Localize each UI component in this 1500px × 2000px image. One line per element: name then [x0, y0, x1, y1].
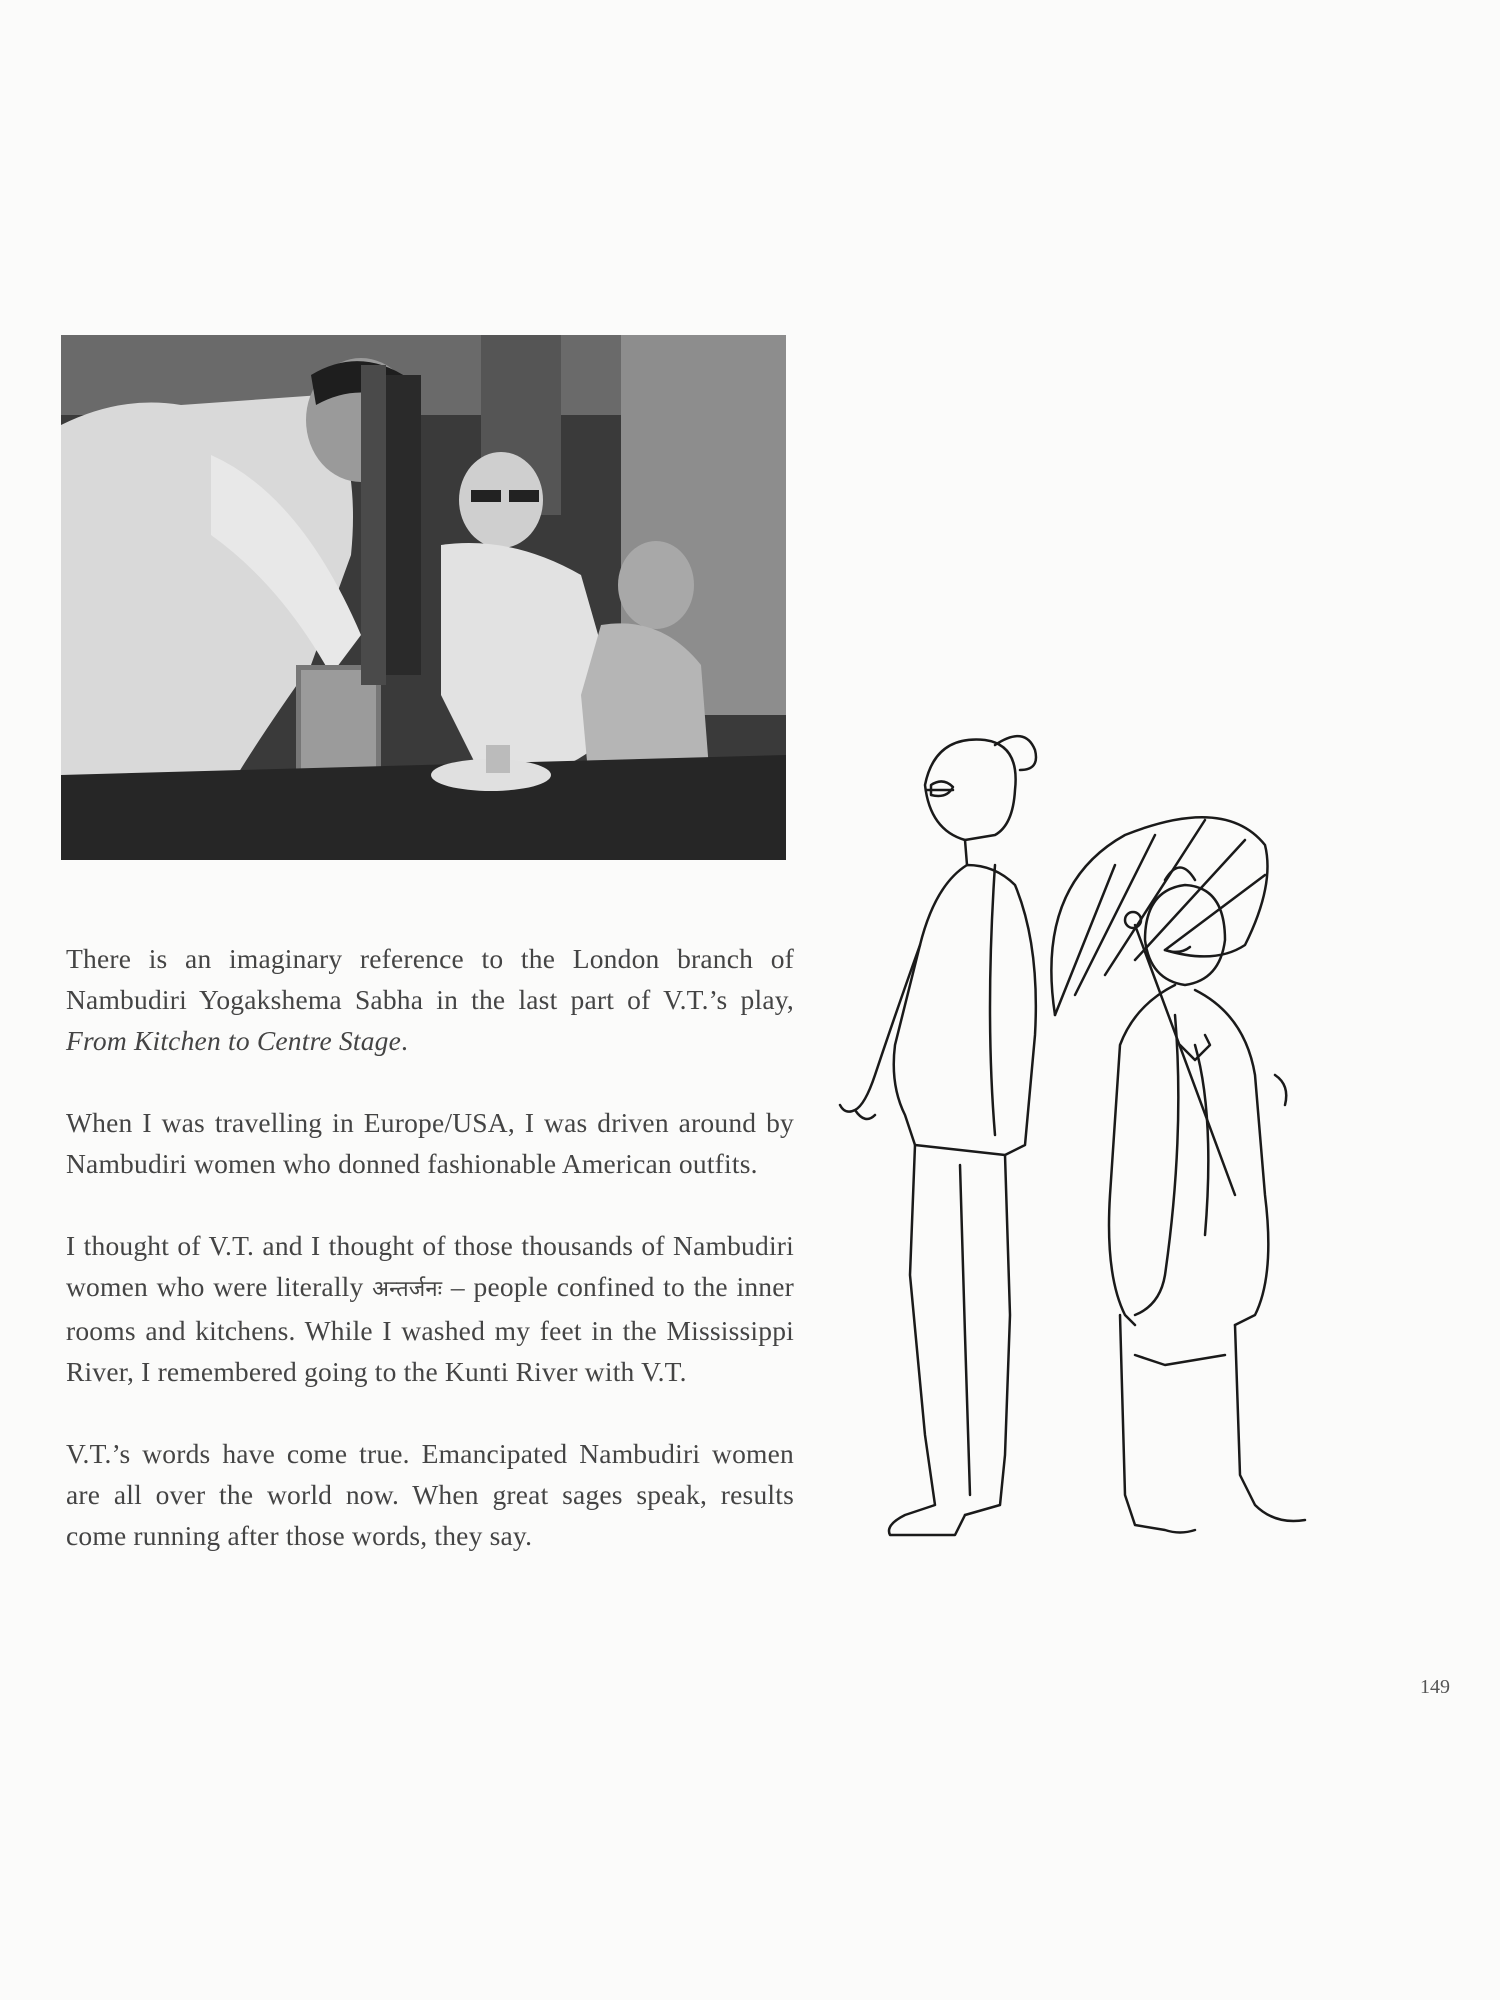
page-number: 149: [1420, 1676, 1450, 1698]
black-and-white-photograph: [61, 335, 786, 860]
body-text: [66, 938, 794, 1597]
paragraph-travelling: When I was travelling in Europe/USA, I was driven around by Nambudiri women who donned fashionable American outfits.: [66, 1107, 794, 1179]
paragraph-words-come-true: V.T.’s words have come true. Emancipated Nambudiri women are all over the world now. When great sages speak, results come running after those words, they say.: [66, 1438, 794, 1551]
line-drawing-two-women: [835, 715, 1355, 1615]
paragraph-text: There is an imaginary reference to the London branch of Nambudiri Yogakshema Sabha in the last part of V.T.’s play,: [66, 943, 794, 1015]
paragraph-london-branch: [66, 938, 794, 1061]
sketch-illustration: [835, 715, 1355, 1615]
photograph-image: [61, 335, 786, 860]
play-title: From Kitchen to Centre Stage: [66, 1025, 402, 1056]
paragraph-text: – people confined to the inner rooms and kitchens. While I washed my feet in the Mississippi River, I remembered going to the Kunti River with V.T.: [66, 1271, 795, 1387]
paragraph-antarjanam: [66, 1225, 794, 1392]
paragraph-text: .: [401, 1025, 409, 1056]
paragraph-text: I thought of V.T. and I thought of those thousands of Nambudiri women who were literally: [66, 1230, 794, 1302]
devanagari-word: अन्तर्जनः: [372, 1277, 443, 1302]
